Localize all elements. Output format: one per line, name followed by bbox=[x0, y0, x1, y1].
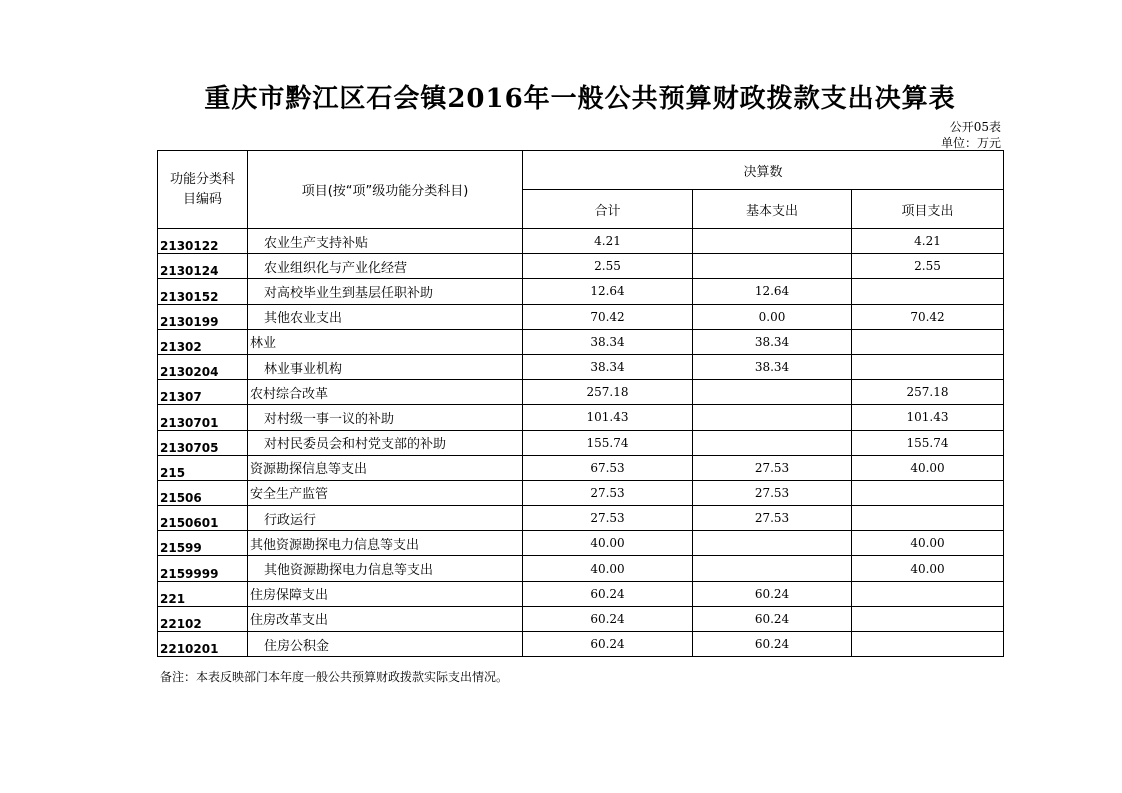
row-project bbox=[852, 632, 1004, 657]
row-name: 资源勘探信息等支出 bbox=[248, 455, 523, 480]
row-code: 21302 bbox=[158, 329, 248, 354]
row-code: 22102 bbox=[158, 606, 248, 631]
row-basic: 12.64 bbox=[693, 279, 852, 304]
row-basic bbox=[693, 380, 852, 405]
row-code: 2130705 bbox=[158, 430, 248, 455]
table-row bbox=[158, 506, 1004, 531]
row-total: 67.53 bbox=[523, 455, 693, 480]
row-name: 农村综合改革 bbox=[248, 380, 523, 405]
row-code: 221 bbox=[158, 581, 248, 606]
header-basic: 基本支出 bbox=[693, 190, 852, 229]
header-code-line2: 目编码 bbox=[182, 191, 222, 207]
row-basic: 38.34 bbox=[693, 354, 852, 379]
row-total: 60.24 bbox=[523, 632, 693, 657]
header-project: 项目支出 bbox=[852, 190, 1004, 229]
row-code: 2130199 bbox=[158, 304, 248, 329]
row-basic: 0.00 bbox=[693, 304, 852, 329]
row-name: 对村级一事一议的补助 bbox=[248, 405, 523, 430]
row-code: 21506 bbox=[158, 480, 248, 505]
row-total: 38.34 bbox=[523, 329, 693, 354]
row-total: 40.00 bbox=[523, 556, 693, 581]
header-item: 项目(按“项”级功能分类科目) bbox=[248, 151, 523, 229]
row-project bbox=[852, 354, 1004, 379]
row-name: 住房改革支出 bbox=[248, 606, 523, 631]
row-project: 101.43 bbox=[852, 405, 1004, 430]
table-row bbox=[158, 329, 1004, 354]
row-total: 40.00 bbox=[523, 531, 693, 556]
row-name: 住房公积金 bbox=[248, 632, 523, 657]
row-total: 60.24 bbox=[523, 606, 693, 631]
row-code: 2130204 bbox=[158, 354, 248, 379]
table-row bbox=[158, 556, 1004, 581]
row-code: 215 bbox=[158, 455, 248, 480]
header-total: 合计 bbox=[523, 190, 693, 229]
row-project bbox=[852, 480, 1004, 505]
expenditure-table bbox=[157, 150, 1004, 657]
row-project: 40.00 bbox=[852, 556, 1004, 581]
row-name: 农业生产支持补贴 bbox=[248, 229, 523, 254]
header-code-line1: 功能分类科 bbox=[169, 171, 235, 187]
row-total: 101.43 bbox=[523, 405, 693, 430]
row-total: 155.74 bbox=[523, 430, 693, 455]
row-project: 40.00 bbox=[852, 531, 1004, 556]
table-row bbox=[158, 304, 1004, 329]
row-total: 257.18 bbox=[523, 380, 693, 405]
row-basic: 60.24 bbox=[693, 632, 852, 657]
row-basic: 27.53 bbox=[693, 506, 852, 531]
row-total: 27.53 bbox=[523, 480, 693, 505]
row-total: 2.55 bbox=[523, 254, 693, 279]
table-row bbox=[158, 581, 1004, 606]
row-code: 2210201 bbox=[158, 632, 248, 657]
row-project bbox=[852, 581, 1004, 606]
page-title: 重庆市黔江区石会镇2016年一般公共预算财政拨款支出决算表 bbox=[204, 84, 956, 114]
unit-label: 单位：万元 bbox=[940, 136, 1001, 150]
table-row bbox=[158, 405, 1004, 430]
row-code: 2130122 bbox=[158, 229, 248, 254]
row-total: 70.42 bbox=[523, 304, 693, 329]
table-row bbox=[158, 380, 1004, 405]
table-row bbox=[158, 279, 1004, 304]
row-basic bbox=[693, 556, 852, 581]
row-project bbox=[852, 279, 1004, 304]
table-body bbox=[158, 229, 1004, 657]
row-total: 4.21 bbox=[523, 229, 693, 254]
row-name: 安全生产监管 bbox=[248, 480, 523, 505]
row-code: 21599 bbox=[158, 531, 248, 556]
row-basic bbox=[693, 430, 852, 455]
row-code: 21307 bbox=[158, 380, 248, 405]
row-total: 12.64 bbox=[523, 279, 693, 304]
row-basic bbox=[693, 254, 852, 279]
table-row bbox=[158, 480, 1004, 505]
row-basic bbox=[693, 229, 852, 254]
row-name: 林业 bbox=[248, 329, 523, 354]
table-row bbox=[158, 606, 1004, 631]
row-basic: 60.24 bbox=[693, 606, 852, 631]
row-project: 2.55 bbox=[852, 254, 1004, 279]
header-code bbox=[158, 151, 248, 229]
row-basic bbox=[693, 405, 852, 430]
form-number: 公开05表 bbox=[949, 120, 1001, 134]
row-code: 2150601 bbox=[158, 506, 248, 531]
table-row bbox=[158, 455, 1004, 480]
row-basic bbox=[693, 531, 852, 556]
row-code: 2130124 bbox=[158, 254, 248, 279]
row-project bbox=[852, 329, 1004, 354]
row-name: 对村民委员会和村党支部的补助 bbox=[248, 430, 523, 455]
row-basic: 38.34 bbox=[693, 329, 852, 354]
table-row bbox=[158, 354, 1004, 379]
row-project: 40.00 bbox=[852, 455, 1004, 480]
row-name: 住房保障支出 bbox=[248, 581, 523, 606]
table-row bbox=[158, 254, 1004, 279]
row-project bbox=[852, 606, 1004, 631]
row-project: 70.42 bbox=[852, 304, 1004, 329]
table-row bbox=[158, 229, 1004, 254]
row-project: 155.74 bbox=[852, 430, 1004, 455]
row-name: 其他农业支出 bbox=[248, 304, 523, 329]
row-name: 其他资源勘探电力信息等支出 bbox=[248, 531, 523, 556]
row-name: 对高校毕业生到基层任职补助 bbox=[248, 279, 523, 304]
table-row bbox=[158, 531, 1004, 556]
row-code: 2130701 bbox=[158, 405, 248, 430]
row-basic: 27.53 bbox=[693, 455, 852, 480]
table-row bbox=[158, 632, 1004, 657]
row-code: 2130152 bbox=[158, 279, 248, 304]
row-total: 27.53 bbox=[523, 506, 693, 531]
row-project: 257.18 bbox=[852, 380, 1004, 405]
row-project bbox=[852, 506, 1004, 531]
header-budget: 决算数 bbox=[523, 151, 1004, 190]
row-name: 其他资源勘探电力信息等支出 bbox=[248, 556, 523, 581]
footnote: 备注：本表反映部门本年度一般公共预算财政拨款实际支出情况。 bbox=[160, 670, 509, 684]
row-name: 林业事业机构 bbox=[248, 354, 523, 379]
row-name: 行政运行 bbox=[248, 506, 523, 531]
row-code: 2159999 bbox=[158, 556, 248, 581]
row-project: 4.21 bbox=[852, 229, 1004, 254]
row-total: 60.24 bbox=[523, 581, 693, 606]
row-total: 38.34 bbox=[523, 354, 693, 379]
row-name: 农业组织化与产业化经营 bbox=[248, 254, 523, 279]
row-basic: 60.24 bbox=[693, 581, 852, 606]
row-basic: 27.53 bbox=[693, 480, 852, 505]
table-row bbox=[158, 430, 1004, 455]
